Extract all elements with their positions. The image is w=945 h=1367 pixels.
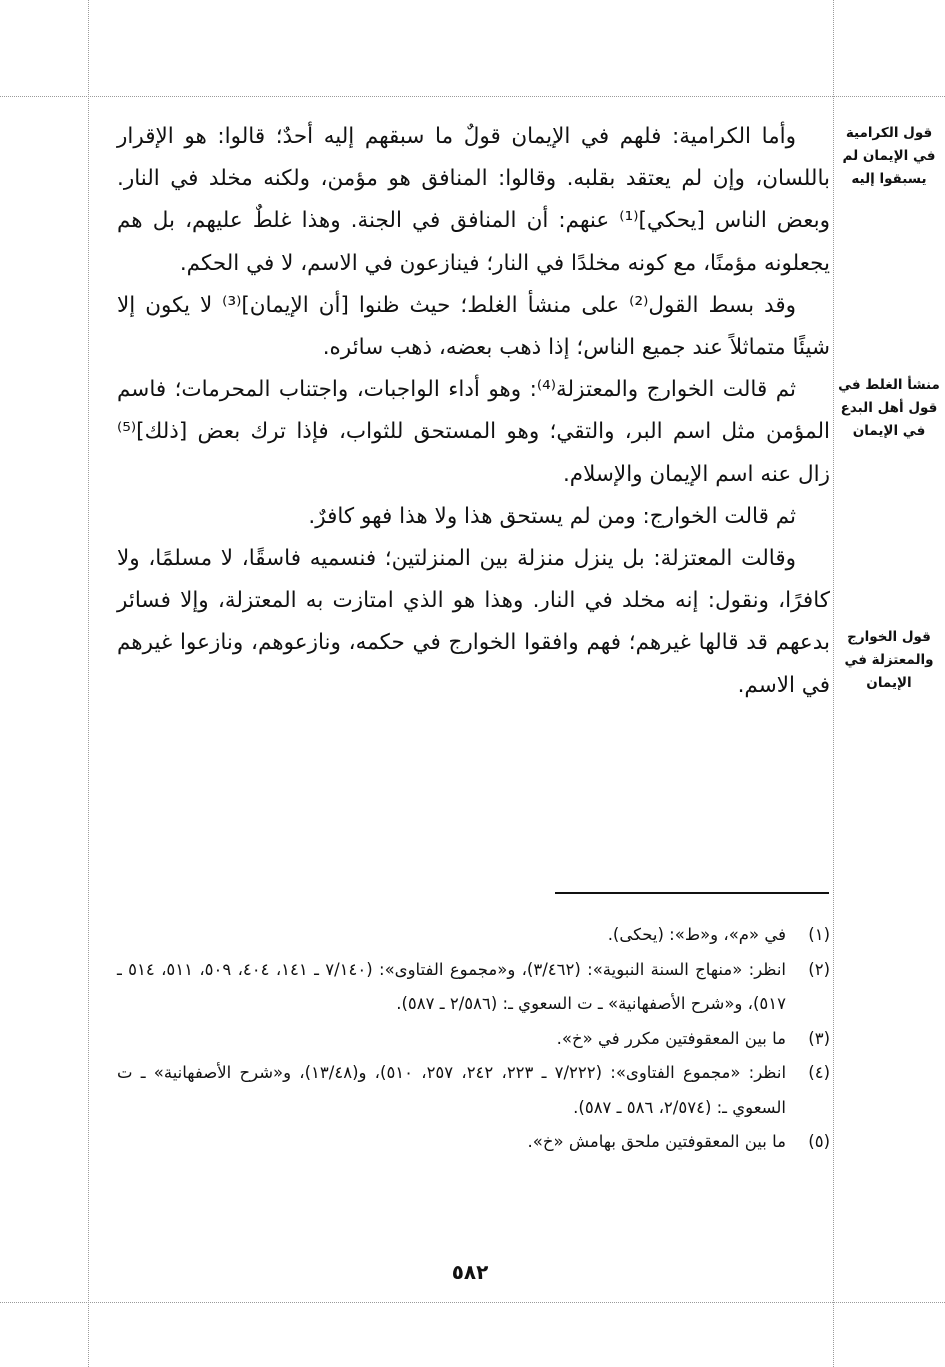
footnote-item: [117, 953, 830, 1022]
main-text: [117, 116, 830, 707]
paragraph-karramiya: وأما الكرامية: فلهم في الإيمان قولٌ ما سبقهم إليه أحدٌ؛ قالوا: هو الإقرار باللسان، وإن لم يعتقد بقلبه. وقالوا: المنافق هو مؤمن، ولكنه مخلد في النار. وبعض الناس [يحكي]⁽¹⁾ عنهم: أن المنافق في الجنة. وهذا غلطٌ عليهم، بل هم يجعلونه مؤمنًا، مع كونه مخلدًا في النار؛ فينازعون في الاسم، لا في الحكم.: [117, 124, 830, 276]
paragraph-khawarij: ثم قالت الخوارج: ومن لم يستحق هذا ولا هذا فهو كافرٌ.: [308, 503, 796, 529]
footnote-number: (٣): [808, 1028, 830, 1048]
footnote-item: [117, 1022, 830, 1057]
footnote-text: انظر: «مجموع الفتاوى»: (٧/٢٢٢ ـ ٢٢٣، ٢٤٢، ٢٥٧، ٥١٠)، و(١٣/٤٨)، و«شرح الأصفهانية» ـ ت السعوي ـ: (٢/٥٧٤، ٥٨٦ ـ ٥٨٧).: [117, 1063, 787, 1117]
paragraph-khawarij-mutazila: ثم قالت الخوارج والمعتزلة⁽⁴⁾: وهو أداء الواجبات، واجتناب المحرمات؛ فاسم المؤمن مثل اسم البر، والتقي؛ وهو المستحق للثواب، فإذا ترك بعض [ذلك]⁽⁵⁾ زال عنه اسم الإيمان والإسلام.: [117, 377, 830, 487]
footnote-text: في «م»، و«ط»: (يحكى).: [607, 925, 786, 944]
page-number: ٥٨٢: [451, 1260, 489, 1284]
footnote-text: انظر: «منهاج السنة النبوية»: (٣/٤٦٢)، و«مجموع الفتاوى»: (٧/١٤٠ ـ ١٤١، ٤٠٤، ٥٠٩، ٥١١، ٥١٤ ـ ٥١٧)، و«شرح الأصفهانية» ـ ت السعوي ـ: (٢/٥٨٦ ـ ٥٨٧).: [117, 959, 787, 1013]
margin-note-khawarij: قول الخوارج والمعتزلة في الإيمان: [844, 629, 934, 691]
paragraph-error-origin: وقد بسط القول⁽²⁾ على منشأ الغلط؛ حيث ظنوا [أن الإيمان]⁽³⁾ لا يكون إلا شيئًا متماثلاً عند جميع الناس؛ إذا ذهب بعضه، ذهب سائره.: [117, 292, 830, 361]
footnote-item: [117, 1125, 830, 1160]
guide-line: [833, 0, 834, 1367]
margin-note-error-origin: منشأ الغلط في قول أهل البدع في الإيمان: [838, 377, 940, 439]
footnote-number: (٥): [808, 1132, 830, 1151]
footnotes: [117, 918, 830, 1160]
footnote-number: (١): [808, 925, 830, 944]
footnote-number: (٢): [808, 959, 830, 979]
footnote-item: [117, 1056, 830, 1125]
footnote-text: ما بين المعقوفتين ملحق بهامش «خ».: [527, 1132, 786, 1151]
guide-line: [0, 96, 945, 97]
footnote-text: ما بين المعقوفتين مكرر في «خ».: [556, 1028, 786, 1048]
footnote-divider: [555, 892, 829, 894]
guide-line: [0, 1302, 945, 1303]
margin-note-karramiya: قول الكرامية في الإيمان لم يسبقوا إليه: [842, 125, 936, 187]
paragraph-mutazila: وقالت المعتزلة: بل ينزل منزلة بين المنزلتين؛ فنسميه فاسقًا، لا مسلمًا، ولا كافرًا، ونقول: إنه مخلد في النار. وهذا هو الذي امتازت به المعتزلة، وإلا فسائر بدعهم قد قالها غيرهم؛ فهم وافقوا الخوارج في حكمه، ونازعوهم، ونازعوا غيرهم في الاسم.: [117, 546, 830, 698]
footnote-item: [117, 918, 830, 953]
footnote-number: (٤): [808, 1063, 830, 1082]
guide-line: [88, 0, 89, 1367]
